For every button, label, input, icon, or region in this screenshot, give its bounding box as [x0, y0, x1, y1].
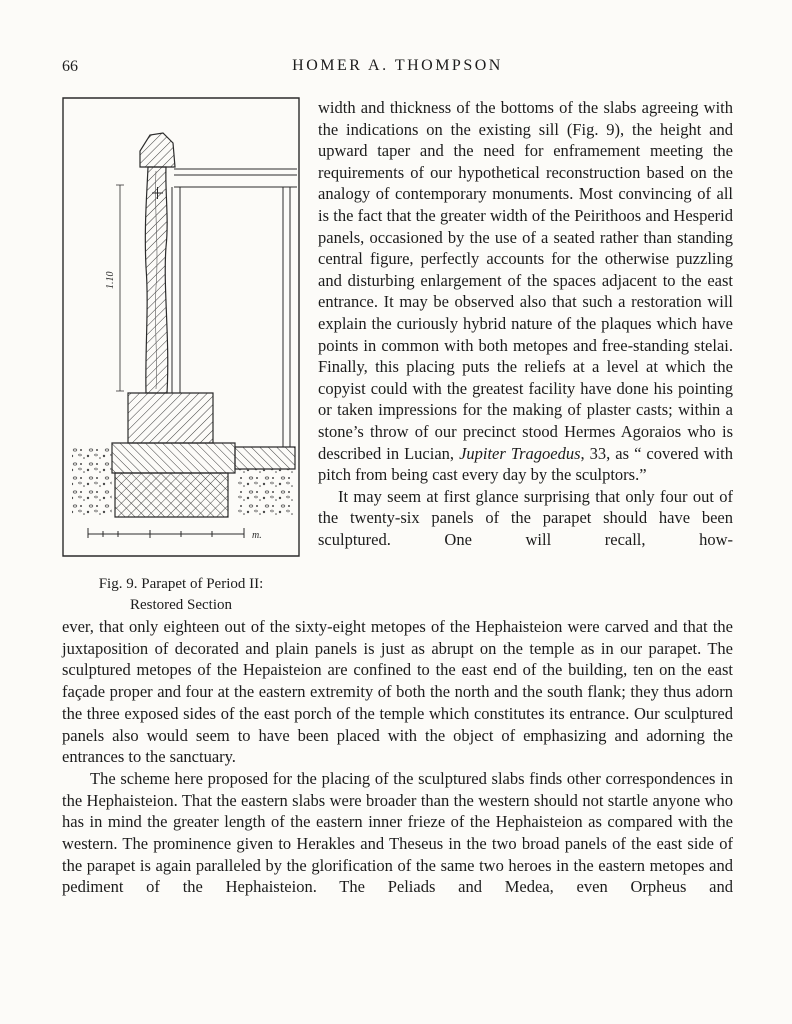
ground-stipple-left	[72, 447, 112, 517]
dimension-label: 1.10	[105, 271, 116, 289]
top-rail-lines	[174, 169, 297, 187]
full-width-section	[62, 616, 733, 898]
figure-9	[62, 97, 300, 616]
paragraph-continuation	[318, 97, 733, 486]
figure-caption	[62, 574, 300, 616]
figure-caption-line1: Fig. 9. Parapet of Period II:	[98, 576, 264, 592]
sill-course	[112, 443, 295, 473]
section-drawing	[62, 97, 300, 557]
scale-unit-label: m.	[252, 530, 262, 541]
dimension-line	[116, 185, 124, 391]
parapet-slab-section	[145, 167, 167, 393]
two-column-section	[62, 97, 733, 616]
figure-caption-line2: Restored Section	[129, 597, 233, 613]
paragraph-2-column-part: It may seem at first glance surprising that only four out of the twenty-six panels of the parapet should have been sculptured. One will recall, how-	[318, 486, 733, 549]
paragraph-1-text: width and thickness of the bottoms of the slabs agreeing with the indications on the existing sill (Fig. 9), the height and upward taper and the need for enframement meeting the requirements of our hypothetical reconstruction based on the analogy of contemporary monuments. Most convincing of all is the fact that the greater width of the Peirithoos and Hesperid panels, occasioned by the use of a seated rather than standing central figure, perfectly accounts for the otherwise puzzling and disturbing enlargement of the spaces adjacent to the east entrance. It may be observed also that such a restoration will explain the curiously hybrid nature of the plaques which have points in common with both metopes and free-standing stelai. Finally, this placing puts the reliefs at a level at which the copyist could with the greatest facility have done his pointing or taken impressions for the making of plaster casts; within a stone’s throw of our precinct stood Hermes Agoraios who is described in Lucian,	[318, 98, 733, 463]
ground-stipple-right	[238, 469, 294, 517]
scale-bar	[88, 528, 244, 538]
page-number: 66	[62, 58, 78, 75]
paragraph-2-full-part: ever, that only eighteen out of the sixty-eight metopes of the Hephaisteion were carved and that the juxtaposition of decorated and plain panels is just as abrupt on the temple as in our parapet. The sculptured metopes of the Hepaisteion are confined to the east end of the building, ten on the east façade proper and four at the eastern extremity of both the north and the south flank; they thus adorn the three exposed sides of the east porch of the temple which constitutes its entrance. Our sculptured panels also would seem to have been placed with the object of emphasizing and adorning the entrances to the sanctuary.	[62, 617, 733, 767]
paragraph-1-end: , 33, as “ covered with pitch from being cast every day by the sculptors.”	[318, 443, 733, 485]
running-head: HOMER A. THOMPSON	[292, 57, 503, 74]
right-column	[318, 97, 733, 550]
foundation-block	[115, 473, 228, 517]
parapet-cap	[140, 133, 175, 167]
plinth-block	[128, 393, 213, 443]
page-header	[62, 55, 733, 79]
latin-title: Jupiter Tragoedus	[459, 443, 581, 463]
paragraph-3: The scheme here proposed for the placing of the sculptured slabs finds other correspondences in the Hephaisteion. That the eastern slabs were broader than the western should not startle anyone who has in mind the greater length of the eastern inner frieze of the Hephaisteion as compared with the western. The prominence given to Herakles and Theseus in the two broad panels of the east side of the parapet is again paralleled by the glorification of the same two heroes in the eastern metopes and pediment of the Hephaisteion. The Peliads and Medea, even Orpheus and	[62, 768, 733, 897]
